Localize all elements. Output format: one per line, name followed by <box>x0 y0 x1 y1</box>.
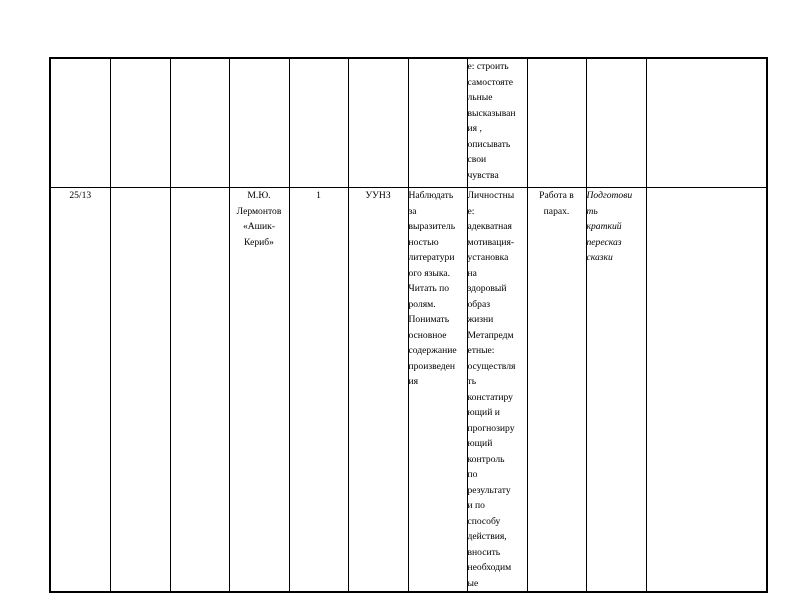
table-cell <box>170 188 229 593</box>
table-cell <box>527 58 586 188</box>
hours-cell: 1 <box>289 188 348 593</box>
table-cell <box>586 58 646 188</box>
table-cell <box>170 58 229 188</box>
lesson-plan-table <box>49 57 768 593</box>
lesson-type-cell: УУНЗ <box>348 188 408 593</box>
table-row <box>50 188 767 593</box>
table-cell <box>110 58 170 188</box>
subject-results-cell: Наблюдать за выразитель ностью литератури ого языка. Читать по ролям. Понимать основное содержание произведен ия <box>408 188 467 593</box>
lesson-number-cell: 25/13 <box>50 188 110 593</box>
table-cell <box>408 58 467 188</box>
table-cell <box>646 58 767 188</box>
table-cell <box>110 188 170 593</box>
lesson-topic-cell: М.Ю. Лермонтов «Ашик-Кериб» <box>229 188 289 593</box>
table-cell <box>646 188 767 593</box>
results-continuation-cell: е: строить самостояте льные высказыван ия , описывать свои чувства <box>467 58 527 188</box>
table-cell <box>50 58 110 188</box>
work-form-cell: Работа в парах. <box>527 188 586 593</box>
table-cell <box>289 58 348 188</box>
table-row <box>50 58 767 188</box>
table-cell <box>348 58 408 188</box>
table-cell <box>229 58 289 188</box>
meta-results-cell: Личностны е: адекватная мотивация- установка на здоровый образ жизни Метапредм етные: осуществля ть констатиру ющий и прогнозиру ющий контроль по результату и по способу действия, вносить необходим ые <box>467 188 527 593</box>
homework-cell: Подготови ть краткий пересказ сказки <box>586 188 646 593</box>
